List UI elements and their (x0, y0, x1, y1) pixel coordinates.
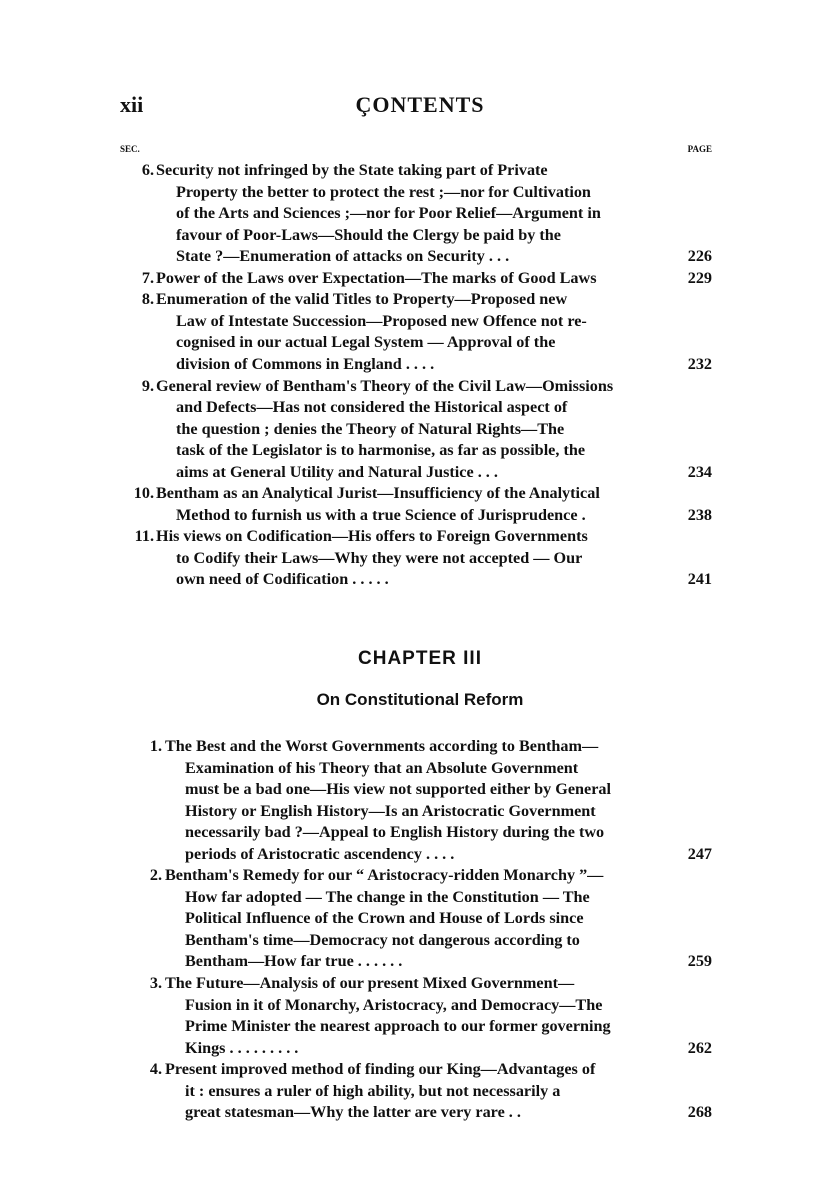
contents-entry (120, 483, 712, 526)
entry-text-line: Method to furnish us with a true Science of Jurisprudence . (176, 505, 586, 524)
entry-page-number: 247 (687, 844, 712, 863)
column-labels (120, 144, 712, 158)
entry-number: 4. (149, 1060, 162, 1079)
entry-text-line: task of the Legislator is to harmonise, as far as possible, the (176, 441, 586, 460)
entry-text-line: and Defects—Has not considered the Historical aspect of (176, 398, 568, 417)
entry-text-line: Prime Minister the nearest approach to our former governing (185, 1017, 611, 1036)
page-title: ÇONTENTS (355, 92, 485, 117)
entry-page-number: 232 (687, 354, 712, 373)
entry-text-line: of the Arts and Sciences ;—nor for Poor Relief—Argument in (176, 204, 601, 223)
entry-text-line: History or English History—Is an Aristocratic Government (185, 801, 596, 820)
entry-text-line: Present improved method of finding our King—Advantages of (165, 1060, 596, 1079)
entry-text-line: Bentham as an Analytical Jurist—Insufficiency of the Analytical (156, 484, 600, 503)
entry-text-line: State ?—Enumeration of attacks on Security . . . (176, 247, 510, 266)
entry-text-line: His views on Codification—His offers to Foreign Governments (156, 527, 588, 546)
entry-number: 9. (141, 376, 154, 395)
entry-text-line: own need of Codification . . . . . (176, 570, 389, 589)
entry-text-line: great statesman—Why the latter are very rare . . (185, 1103, 521, 1122)
entry-number: 1. (149, 737, 162, 755)
entry-text-line: the question ; denies the Theory of Natural Rights—The (176, 419, 565, 438)
entry-text-line: periods of Aristocratic ascendency . . . . (185, 844, 455, 863)
entry-text-line: Bentham's Remedy for our “ Aristocracy-ridden Monarchy ”— (165, 866, 604, 885)
entry-text-line: How far adopted — The change in the Constitution — The (185, 887, 590, 906)
entry-text-line: The Best and the Worst Governments according to Bentham— (165, 737, 599, 755)
entry-text-line: Enumeration of the valid Titles to Property—Proposed new (156, 290, 568, 309)
entry-text-line: division of Commons in England . . . . (176, 354, 435, 373)
entry-number: 7. (141, 268, 154, 287)
entry-text-line: necessarily bad ?—Appeal to English History during the two (185, 823, 605, 842)
chapter-label: CHAPTER III (358, 648, 482, 669)
contents-entry (120, 526, 712, 591)
contents-entry (128, 973, 712, 1059)
entry-number: 8. (141, 290, 154, 309)
entry-text-line: favour of Poor-Laws—Should the Clergy be paid by the (176, 225, 561, 244)
entry-page-number: 229 (687, 268, 712, 287)
entry-text-line: Law of Intestate Succession—Proposed new Offence not re- (176, 311, 587, 330)
entry-page-number: 238 (687, 505, 712, 524)
entry-text-line: Bentham—How far true . . . . . . (185, 952, 403, 971)
entry-number: 10. (133, 484, 154, 503)
entry-text-line: aims at General Utility and Natural Justice . . . (176, 462, 498, 481)
entry-text-line: General review of Bentham's Theory of the Civil Law—Omissions (156, 376, 614, 395)
contents-entry (120, 289, 712, 375)
entry-page-number: 226 (687, 247, 712, 266)
running-head (120, 92, 720, 122)
entry-page-number: 259 (687, 952, 712, 971)
contents-entry (120, 160, 712, 268)
entry-page-number: 262 (687, 1038, 712, 1057)
page-folio: xii (120, 92, 144, 117)
entry-text-line: must be a bad one—His view not supported either by General (185, 780, 611, 799)
contents-entry (128, 736, 712, 865)
entry-page-number: 241 (687, 570, 712, 589)
contents-entry (128, 865, 712, 973)
entry-text-line: Political Influence of the Crown and House of Lords since (185, 909, 584, 928)
entry-text-line: Bentham's time—Democracy not dangerous according to (185, 930, 580, 949)
entry-text-line: Power of the Laws over Expectation—The marks of Good Laws (156, 268, 597, 287)
entry-text-line: Security not infringed by the State taking part of Private (156, 161, 548, 179)
entry-number: 2. (149, 866, 162, 885)
entry-page-number: 234 (687, 462, 712, 481)
entry-text-line: to Codify their Laws—Why they were not accepted — Our (176, 548, 583, 567)
entry-number: 6. (141, 161, 154, 179)
contents-entry (128, 1059, 712, 1124)
section-column-label: SEC. (120, 144, 140, 154)
entry-text-line: Examination of his Theory that an Absolute Government (185, 758, 579, 777)
contents-entry (120, 268, 712, 290)
entry-text-line: it : ensures a ruler of high ability, but not necessarily a (185, 1081, 561, 1100)
entry-page-number: 268 (687, 1103, 712, 1122)
entry-text-line: Kings . . . . . . . . . (185, 1038, 299, 1057)
entry-number: 3. (149, 974, 162, 993)
page-column-label: PAGE (687, 144, 712, 154)
chapter-title: On Constitutional Reform (316, 690, 524, 709)
entry-text-line: The Future—Analysis of our present Mixed Government— (165, 974, 575, 993)
entry-text-line: Fusion in it of Monarchy, Aristocracy, and Democracy—The (185, 995, 603, 1014)
entry-text-line: cognised in our actual Legal System — Approval of the (176, 333, 556, 352)
contents-entry (120, 376, 712, 484)
entry-number: 11. (134, 527, 154, 546)
entry-text-line: Property the better to protect the rest ;—nor for Cultivation (176, 182, 591, 201)
